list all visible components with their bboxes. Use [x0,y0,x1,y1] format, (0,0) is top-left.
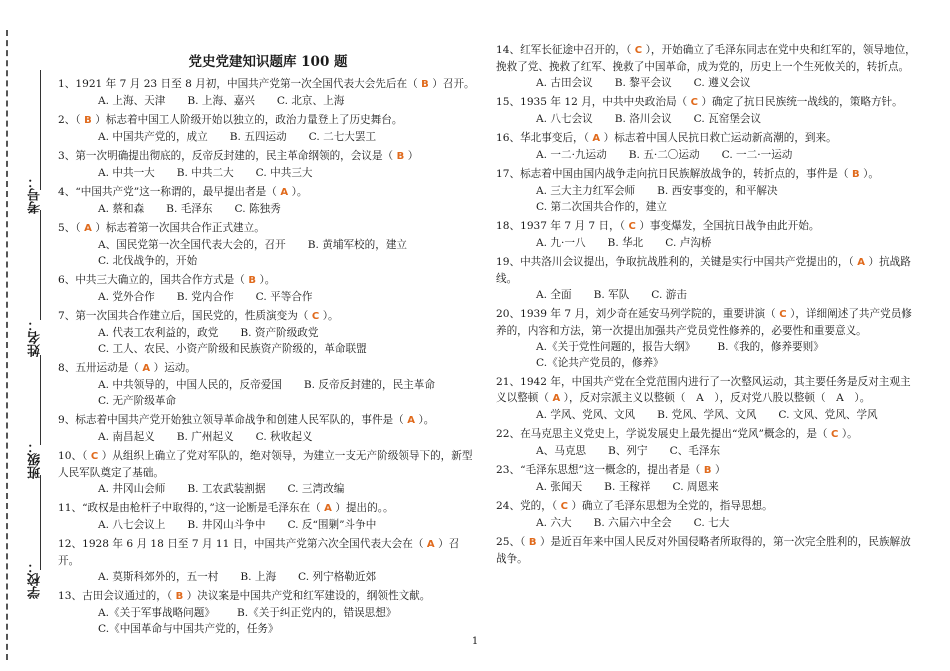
option-item: A. 南昌起义 [98,431,155,443]
option-item: C. 中共三大 [255,167,313,179]
question-text: 15、1935 年 12 月，中共中央政治局（ [496,96,688,108]
options-row [536,515,920,531]
option-item: C.《中国革命与中国共产党的，任务》 [98,623,279,635]
option-item: C. 工人、农民、小资产阶级和民族资产阶级的，革命联盟 [98,343,367,355]
option-item: A.《关于党性问题的，报告大纲》 [536,341,696,353]
option-item: B. 中共二大 [176,167,234,179]
options-row [98,93,478,109]
option-item: C. 第二次国共合作的，建立 [536,201,667,213]
option-item: B. 广州起义 [176,431,234,443]
option-item: C. 卢沟桥 [665,237,712,249]
question-item [496,534,920,567]
option-item: A. 中共一大 [98,167,155,179]
class-label: 班级： [27,440,43,479]
option-item: A. 党外合作 [98,291,155,303]
answer-mark: A [80,223,96,234]
question-text: 25、（ [496,536,526,548]
options-row [536,407,920,423]
options-row [536,443,920,459]
answer-mark: A [138,363,154,374]
question-text: 23、“毛泽东思想”这一概念的，提出者是（ [496,464,701,476]
question-item [58,536,478,569]
question-item [58,500,478,517]
question-item [496,426,920,443]
answer-mark: C [557,501,572,512]
question-item [496,306,920,339]
answer-mark: B [80,115,96,126]
question-text: 8、五卅运动是（ [58,362,139,374]
question-text: 24、党的，（ [496,500,558,512]
option-item: C. 北伐战争的，开始 [98,255,198,267]
options-row [98,569,478,585]
option-item: B.《我的，修养要则》 [717,341,824,353]
question-item [58,112,478,129]
question-text-tail: ）确定了抗日民族统一战线的，策略方针。 [701,96,903,108]
option-item: B. 五·二〇运动 [628,149,700,161]
option-item: A. 古田会议 [536,77,593,89]
option-item: B. 华北 [607,237,644,249]
question-text-tail: ）确立了毛泽东思想为全党的，指导思想。 [571,500,773,512]
question-text-tail: ）抗战路线。 [496,256,911,285]
question-text-tail: ）提出的。。 [335,502,394,514]
option-item: B. 毛泽东 [166,203,213,215]
answer-mark: B [700,465,715,476]
question-text-tail: ）召开。 [58,538,460,567]
option-item: A. 中国共产党的，成立 [98,131,208,143]
question-item [496,218,920,235]
options-row [536,147,920,163]
option-item: C. 文风、党风、学风 [778,409,878,421]
question-item [496,374,920,407]
option-item: C. 七大 [693,517,730,529]
options-row [98,129,478,145]
option-item: B. 黄埔军校的，建立 [307,239,408,251]
question-item [58,76,478,93]
question-text-tail: ），反对宗派主义以整顿（ A ），反对党八股以整顿（ A ）。 [563,392,871,404]
options-row [536,339,920,371]
option-item: A. 莫斯科郊外的，五一村 [98,571,219,583]
answer-mark: B [244,275,260,286]
cut-line [6,30,8,660]
question-text-tail: ）标志着中国人民抗日救亡运动新高潮的，到来。 [603,132,837,144]
question-item [58,148,478,165]
question-text-tail: ），详细阐述了共产党员修养的，内容和方法，第一次提出加强共产党员党性修养的，必要性和重要意义。 [496,308,912,337]
answer-mark: C [775,309,791,320]
question-text: 4、“中国共产党”这一称谓的，最早提出者是（ [58,186,277,198]
option-item: C. 反“围剿”斗争中 [287,519,377,531]
answer-mark: B [525,537,540,548]
exam-number-field [18,175,52,214]
option-item: A. 全面 [536,289,572,301]
question-text-tail: ） [715,464,726,476]
option-item: B. 上海 [240,571,277,583]
answer-mark: A [548,393,564,404]
option-item: A. 代表工农利益的，政党 [98,327,219,339]
option-item: C. 二七大罢工 [308,131,377,143]
options-row [98,481,478,497]
question-item [496,254,920,287]
answer-mark: A [276,187,292,198]
option-item: C. 一二·一运动 [721,149,793,161]
question-item [496,462,920,479]
answer-mark: C [631,45,646,56]
question-text: 18、1937 年 7 月 7 日，（ [496,220,626,232]
question-text: 14、红军长征途中召开的，（ [496,44,632,56]
school-field [18,560,52,599]
question-item [58,308,478,325]
option-item: B. 军队 [593,289,630,301]
option-item: B. 王稼祥 [604,481,651,493]
question-item [58,184,478,201]
question-item [58,588,478,605]
answer-mark: C [687,97,702,108]
option-item: C. 游击 [651,289,687,301]
options-row [98,325,478,357]
name-label: 姓名： [27,318,43,357]
question-item [58,360,478,377]
option-item: A. 上海、天津 [98,95,166,107]
option-item: A. 一二·九运动 [536,149,607,161]
question-item [58,272,478,289]
option-item: C. 无产阶级革命 [98,395,177,407]
answer-mark: A [320,503,336,514]
option-item: A. 学风、党风、文风 [536,409,636,421]
question-text: 1、1921 年 7 月 23 日至 8 月初，中国共产党第一次全国代表大会先后在（ [58,78,418,90]
question-text-tail: ）召开。 [432,78,475,90]
question-text-tail: ），开始确立了毛泽东同志在党中央和红军的，领导地位，挽救了党、挽救了红军、挽救了中国革命，成为党的，历史上一个生死攸关的，转折点。 [496,44,916,73]
option-item: B、列宁 [608,445,648,457]
option-item: B. 六届六中全会 [593,517,672,529]
option-item: A.《关于军事战略问题》 [98,607,215,619]
options-row [98,429,478,445]
answer-mark: C [308,311,323,322]
question-text: 13、古田会议通过的，（ [58,590,173,602]
option-item: A. 八七会议上 [98,519,166,531]
question-text: 10、（ [58,450,88,462]
question-text-tail: ）。 [259,274,276,286]
answer-mark: B [417,79,433,90]
option-item: A. 九·一八 [536,237,586,249]
option-item: C. 周恩来 [672,481,719,493]
option-item: B. 黎平会议 [614,77,672,89]
question-text: 9、标志着中国共产党开始独立领导革命战争和创建人民军队的，事件是（ [58,414,404,426]
option-item: B. 西安事变的，和平解决 [657,185,778,197]
question-item [496,166,920,183]
answer-mark: C [87,451,102,462]
options-row [536,111,920,127]
options-row [536,235,920,251]
school-line [40,475,41,570]
question-text: 7、第一次国共合作建立后，国民党的，性质演变为（ [58,310,309,322]
question-text: 19、中共洛川会议提出，争取抗战胜利的，关键是实行中国共产党提出的，（ [496,256,854,268]
class-field [18,440,52,479]
question-text-tail: ）。 [841,428,858,440]
answer-mark: C [827,429,842,440]
options-row [98,237,478,269]
option-item: B. 工农武装割据 [187,483,266,495]
option-item: C. 陈独秀 [234,203,281,215]
answer-mark: A [423,539,439,550]
options-row [536,287,920,303]
option-item: C、毛泽东 [669,445,721,457]
options-row [536,183,920,215]
option-item: B. 上海、嘉兴 [187,95,255,107]
option-item: C. 秋收起义 [255,431,313,443]
question-text-tail: ）事变爆发，全国抗日战争由此开始。 [639,220,820,232]
option-item: A、马克思 [536,445,587,457]
option-item: A. 三大主力红军会师 [536,185,636,197]
question-item [58,412,478,429]
answer-mark: B [848,169,864,180]
option-item: A. 井冈山会师 [98,483,166,495]
question-text-tail: ）决议案是中国共产党和红军建设的，纲领性文献。 [186,590,431,602]
exam-number-label: 考号： [27,175,43,214]
question-text-tail: ）。 [863,168,879,180]
question-text: 20、1939 年 7 月，刘少奇在延安马列学院的，重要讲演（ [496,308,776,320]
option-item: A. 蔡和森 [98,203,145,215]
option-item: C. 瓦窑堡会议 [693,113,762,125]
page-number: 1 [471,636,479,647]
option-item: C. 三湾改编 [287,483,345,495]
options-row [98,201,478,217]
question-item [496,94,920,111]
options-row [98,605,478,637]
option-item: B. 党风、学风、文风 [657,409,757,421]
question-text-tail: ）。 [418,414,435,426]
question-text: 12、1928 年 6 月 18 日至 7 月 11 日，中国共产党第六次全国代表大会在（ [58,538,424,550]
question-text: 2、（ [58,114,81,126]
question-text: 17、标志着中国由国内战争走向抗日民族解放战争的，转折点的，事件是（ [496,168,849,180]
option-item: B. 党内合作 [176,291,234,303]
left-column [58,0,478,640]
class-line [40,355,41,445]
answer-mark: A [853,257,869,268]
option-item: B. 井冈山斗争中 [187,519,266,531]
name-field [18,318,52,357]
options-row [98,517,478,533]
option-item: A. 中共领导的，中国人民的，反帝爱国 [98,379,282,391]
name-line [40,210,41,320]
question-text: 16、华北事变后，（ [496,132,589,144]
option-item: A. 八七会议 [536,113,593,125]
school-label: 学校： [27,560,43,599]
page-title: 党史党建知识题库 100 题 [188,54,348,70]
question-text-tail: ） [407,150,419,162]
answer-mark: A [588,133,604,144]
question-text-tail: ）标志着第一次国共合作正式建立。 [95,222,265,234]
options-row [98,165,478,181]
options-row [98,289,478,305]
question-item [496,130,920,147]
option-item: B. 资产阶级政党 [240,327,319,339]
question-text-tail: ）。 [322,310,339,322]
exam-number-line [40,70,41,190]
option-item: A、国民党第一次全国代表大会的，召开 [98,239,286,251]
question-text-tail: ）。 [291,186,308,198]
answer-mark: B [172,591,187,602]
question-list-left [58,76,478,637]
answer-mark: C [625,221,640,232]
question-text: 3、第一次明确提出彻底的，反帝反封建的，民主革命纲领的，会议是（ [58,150,394,162]
question-item [496,498,920,515]
option-item: A. 六大 [536,517,572,529]
option-item: B.《关于纠正党内的，错误思想》 [236,607,397,619]
question-text-tail: ）是近百年来中国人民反对外国侵略者所取得的，第一次完全胜利的，民族解放战争。 [496,536,911,565]
option-item: C. 遵义会议 [693,77,751,89]
question-text: 6、中共三大确立的，国共合作方式是（ [58,274,245,286]
question-text: 21、1942 年，中国共产党在全党范围内进行了一次整风运动，其主要任务是反对主观主义以整顿（ [496,376,911,404]
option-item: C.《论共产党员的，修养》 [536,357,664,369]
option-item: A. 张闻天 [536,481,583,493]
options-row [536,75,920,91]
right-column [496,0,920,567]
options-row [98,377,478,409]
option-item: B. 五四运动 [229,131,287,143]
answer-mark: A [403,415,419,426]
option-item: C. 平等合作 [255,291,313,303]
question-text: 22、在马克思主义党史上，学说发展史上最先提出“党风”概念的，是（ [496,428,828,440]
question-list-right [496,42,920,567]
option-item: B. 反帝反封建的，民主革命 [303,379,435,391]
question-text-tail: ）标志着中国工人阶级开始以独立的，政治力量登上了历史舞台。 [95,114,403,126]
question-item [58,448,478,481]
question-text: 5、（ [58,222,81,234]
option-item: B. 洛川会议 [614,113,672,125]
question-text-tail: ）运动。 [153,362,196,374]
options-row [536,479,920,495]
option-item: C. 北京、上海 [276,95,345,107]
answer-mark: B [393,151,408,162]
question-text-tail: ）从组织上确立了党对军队的，绝对领导，为建立一支无产阶级领导下的，新型人民军队奠定了基础。 [58,450,473,479]
question-item [496,42,920,75]
option-item: C. 列宁格勒近郊 [298,571,377,583]
binding-margin [0,0,52,671]
question-item [58,220,478,237]
question-text: 11、“政权是由枪杆子中取得的，”这一论断是毛泽东在（ [58,502,321,514]
